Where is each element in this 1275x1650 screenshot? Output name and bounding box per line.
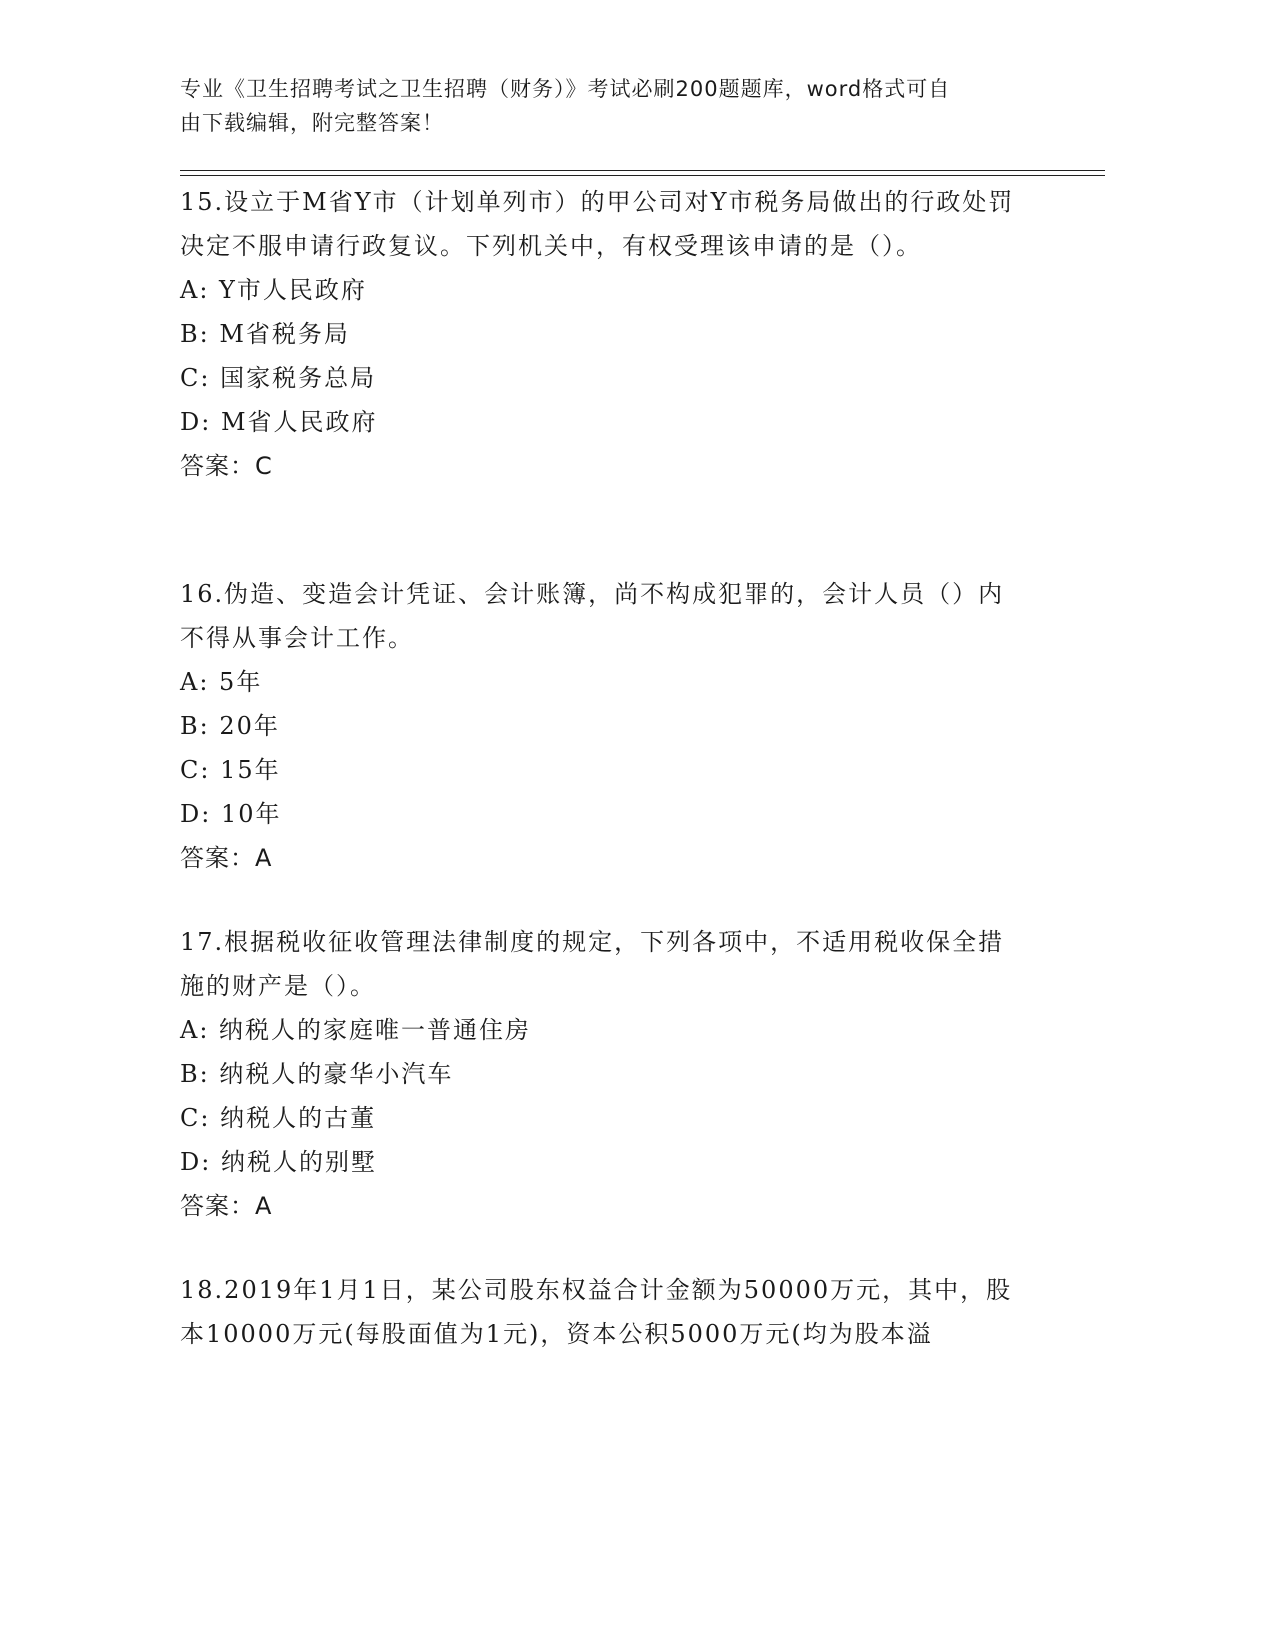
option-d: D: 10年 (180, 800, 282, 828)
option-c: C: 国家税务总局 (180, 364, 377, 392)
question-stem: 16.伪造、变造会计凭证、会计账簿，尚不构成犯罪的，会计人员（）内不得从事会计工作。 (180, 580, 1005, 652)
option-a: A: 5年 (180, 668, 263, 696)
option-b: B: 20年 (180, 712, 280, 740)
option-b: B: M省税务局 (180, 320, 350, 348)
option-d: D: M省人民政府 (180, 408, 378, 436)
question-17 (180, 920, 1030, 1228)
header-line-2: 由下载编辑，附完整答案！ (180, 111, 444, 135)
header-rule-bottom (180, 175, 1105, 176)
option-a: A: 纳税人的家庭唯一普通住房 (180, 1016, 532, 1044)
question-stem: 17.根据税收征收管理法律制度的规定，下列各项中，不适用税收保全措施的财产是（）。 (180, 928, 1005, 1000)
answer: 答案：C (180, 452, 273, 480)
question-15 (180, 180, 1030, 488)
option-b: B: 纳税人的豪华小汽车 (180, 1060, 454, 1088)
option-c: C: 15年 (180, 756, 281, 784)
question-18 (180, 1268, 1030, 1356)
question-stem: 15.设立于M省Y市（计划单列市）的甲公司对Y市税务局做出的行政处罚决定不服申请行政复议。下列机关中，有权受理该申请的是（）。 (180, 188, 1015, 260)
header-rule-top (180, 170, 1105, 171)
option-a: A: Y市人民政府 (180, 276, 367, 304)
header-line-1: 专业《卫生招聘考试之卫生招聘（财务）》考试必刷200题题库，word格式可自 (180, 77, 951, 101)
answer: 答案：A (180, 844, 273, 872)
question-16 (180, 572, 1030, 880)
question-stem: 18.2019年1月1日，某公司股东权益合计金额为50000万元，其中，股本10000万元(每股面值为1元)，资本公积5000万元(均为股本溢 (180, 1276, 1013, 1348)
option-d: D: 纳税人的别墅 (180, 1148, 377, 1176)
answer: 答案：A (180, 1192, 273, 1220)
document-header (180, 72, 1060, 140)
option-c: C: 纳税人的古董 (180, 1104, 377, 1132)
